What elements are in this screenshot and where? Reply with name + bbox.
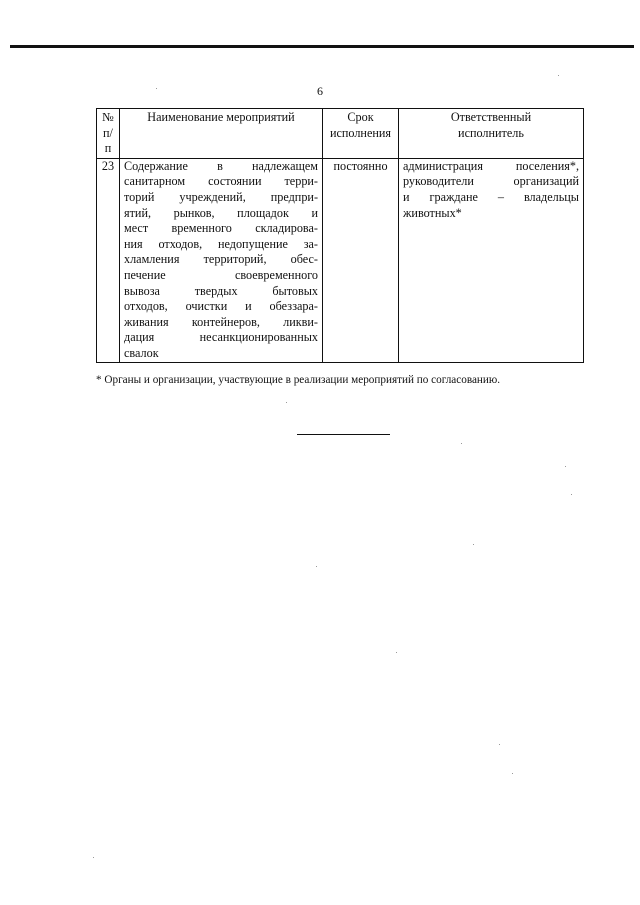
table-header-row [97, 109, 584, 159]
scan-speck [571, 494, 572, 495]
scan-speck [396, 652, 397, 653]
scan-speck [512, 773, 513, 774]
scan-speck [316, 566, 317, 567]
scan-speck [93, 857, 94, 858]
scan-speck [461, 443, 462, 444]
scan-speck [499, 744, 500, 745]
row-term: постоянно [323, 158, 399, 362]
header-name: Наименование мероприятий [120, 109, 323, 159]
scan-speck [565, 466, 566, 467]
footnote: * Органы и организации, участвующие в реализации мероприятий по согласованию. [96, 374, 501, 386]
scan-speck [558, 75, 559, 76]
scan-speck [156, 88, 157, 89]
row-responsible: администрация поселения*, руководители организаций и граждане – владельцы животных* [399, 158, 584, 362]
page-number: 6 [317, 84, 323, 98]
row-number: 23 [97, 158, 120, 362]
header-term: Срок исполнения [323, 109, 399, 159]
end-rule [297, 434, 390, 435]
measures-table [96, 108, 584, 363]
header-responsible: Ответственный исполнитель [399, 109, 584, 159]
header-number: № п/п [97, 109, 120, 159]
header-rule [10, 45, 634, 48]
row-name: Содержание в надлежащем санитарном состоянии терри- торий учреждений, предпри- ятий, рынков, площадок и мест временного складирова- ния отходов, недопущение за- хламления территорий, обес- печение своевременного вывоза твердых бытовых отходов, очистки и обеззара- живания контейнеров, ликви- дация несанкционированных свалок [120, 158, 323, 362]
scan-speck [286, 402, 287, 403]
scan-speck [473, 544, 474, 545]
table-row [97, 158, 584, 362]
